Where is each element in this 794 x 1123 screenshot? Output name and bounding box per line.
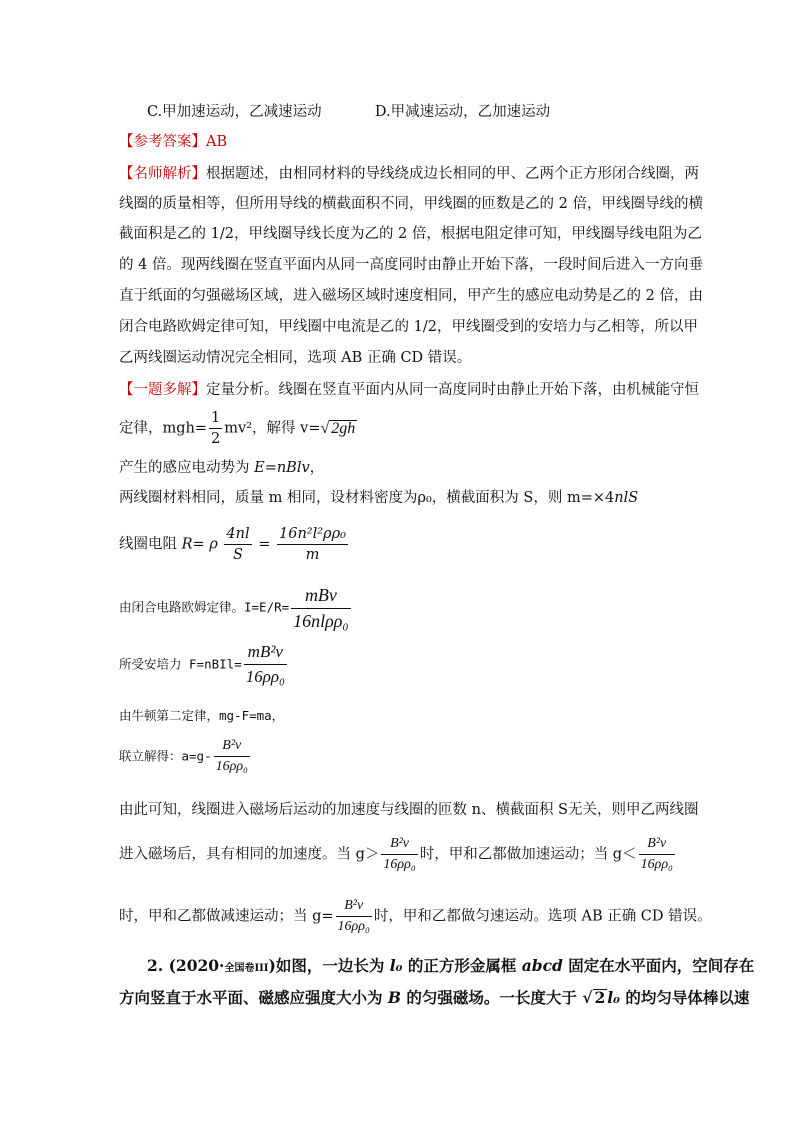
ampere-text: 所受安培力 F=nBIl= [119,656,242,672]
compare-fraction-2: $\frac{\text{B²v}}{\text{16ρρ₀}}$ [640,836,673,872]
accel-compare-2: 时，甲和乙都做加速运动；当 g＜ [419,846,637,863]
multi-text: 定量分析。线圈在竖直平面内从同一高度同时由静止开始下落，由机械能守恒 [206,382,699,398]
multi-line-10: 由此可知，线圈进入磁场后运动的加速度与线圈的匝数 n、横截面积 S无关，则甲乙两线圈 [119,802,699,818]
answer-tag: 【参考答案】 [119,134,206,150]
compare-fraction-3: $\frac{\text{B²v}}{\text{16ρρ₀}}$ [337,898,370,934]
multi-line-1 [119,380,699,400]
emf-comma: ， [309,460,325,476]
ohm-text: 由闭合电路欧姆定律。I=E/R= [119,599,290,615]
analysis-line-7: 乙两线圈运动情况完全相同，选项 AB 正确 CD 错误。 [119,350,472,366]
energy-text: 定律，mgh= [119,420,208,437]
option-d: D.甲减速运动，乙加速运动 [374,104,551,120]
force-fraction: $\frac{\text{mB²v}}{\text{16ρρ₀}}$ [245,642,285,686]
multi-line-11 [119,834,677,875]
q2-number: 2. (2020· [147,956,225,975]
mass-text: 两线圈材料相同，质量 m 相同，设材料密度为ρ₀，横截面积为 S，则 m=×4 [119,490,615,506]
energy-text-2: mv²，解得 v= [224,420,321,437]
mass-formula: nlS [614,490,639,506]
q2-text-6: 的均匀导体棒以速 [619,988,750,1007]
resistance-eq: = [253,536,275,553]
analysis-line-3: 截面积是乙的 1/2，甲线圈导线长度为乙的 2 倍，根据电阻定律可知，甲线圈导线电阻为乙 [119,226,702,242]
solve-text: 联立解得：a=g- [119,748,212,764]
resistance-formula: R= ρ [181,536,223,553]
answer-value: AB [206,134,228,150]
analysis-line-6: 闭合电路欧姆定律可知，甲线圈中电流是乙的 1/2，甲线圈受到的安培力与乙相等，所以甲 [119,319,698,335]
q2-l0: l₀ [389,956,403,975]
multi-line-3 [119,458,324,478]
resistance-fraction-2: $\frac{\text{16n²l²ρρ₀}}{m}$ [279,526,346,563]
multi-line-9 [119,736,252,777]
q2-text-3: 固定在水平面内，空间存在 [562,956,755,975]
question2-line-2 [119,988,749,1008]
q2-l0-2: l₀ [607,988,620,1007]
multi-line-8: 由牛顿第二定律，mg-F=ma， [119,708,285,723]
current-fraction: $\frac{\text{mBv}}{\text{16nlρρ₀}}$ [291,582,351,633]
emf-formula: E=nBlv [254,460,310,476]
resistance-text: 线圈电阻 [119,536,182,553]
multi-tag: 【一题多解】 [119,382,206,398]
compare-fraction-1: $\frac{\text{B²v}}{\text{16ρρ₀}}$ [383,836,416,872]
multi-line-2 [119,408,357,449]
q2-text-2: 的正方形金属框 [402,956,522,975]
q2-text-1: )如图，一边长为 [268,956,390,975]
accel-fraction: $\frac{\text{B²v}}{\text{16ρρ₀}}$ [215,738,248,774]
resistance-fraction-1: $\frac{4nl}{S}$ [226,526,250,563]
options-line [147,102,550,122]
multi-line-7 [119,640,289,689]
q2-B: B [387,988,402,1007]
emf-text: 产生的感应电动势为 [119,460,255,476]
answer-line [119,132,227,152]
analysis-line-5: 直于纸面的匀强磁场区域，进入磁场区域时速度相同，甲产生的感应电动势是乙的 2 倍，由 [119,288,703,304]
analysis-line-2: 线圈的质量相等，但所用导线的横截面积不同，甲线圈的匝数是乙的 2 倍，甲线圈导线的横 [119,196,703,212]
multi-line-6 [119,582,353,633]
question2-line-1 [147,956,754,979]
analysis-line-4: 的 4 倍。现两线圈在竖直平面内从同一高度同时由静止开始下落，一段时间后进入一方向垂 [119,257,703,273]
option-c: C.甲加速运动，乙减速运动 [147,104,322,120]
q2-text-4: 方向竖直于水平面、磁感应强度大小为 [119,988,388,1007]
analysis-text: 根据题述，由相同材料的导线绕成边长相同的甲、乙两个正方形闭合线圈，两 [206,166,699,182]
q2-source: 全国卷III [224,963,269,974]
q2-abcd: abcd [521,956,563,975]
accel-compare-1: 进入磁场后，具有相同的加速度。当 g＞ [119,846,380,863]
multi-line-12 [119,896,712,937]
decel-text: 时，甲和乙都做减速运动；当 g= [119,908,334,925]
multi-line-5 [119,524,350,565]
multi-line-4 [119,488,638,508]
analysis-line-1 [119,164,699,184]
half-fraction: $\frac{1}{2}$ [211,410,221,447]
q2-text-5: 的匀强磁场。一长度大于 [401,988,583,1007]
analysis-tag: 【名师解析】 [119,166,206,182]
q2-sqrt2: √ 2 [582,988,606,1007]
uniform-text: 时，甲和乙都做匀速运动。选项 AB 正确 CD 错误。 [373,908,712,925]
sqrt-2gh: √ 2gh [320,419,356,437]
